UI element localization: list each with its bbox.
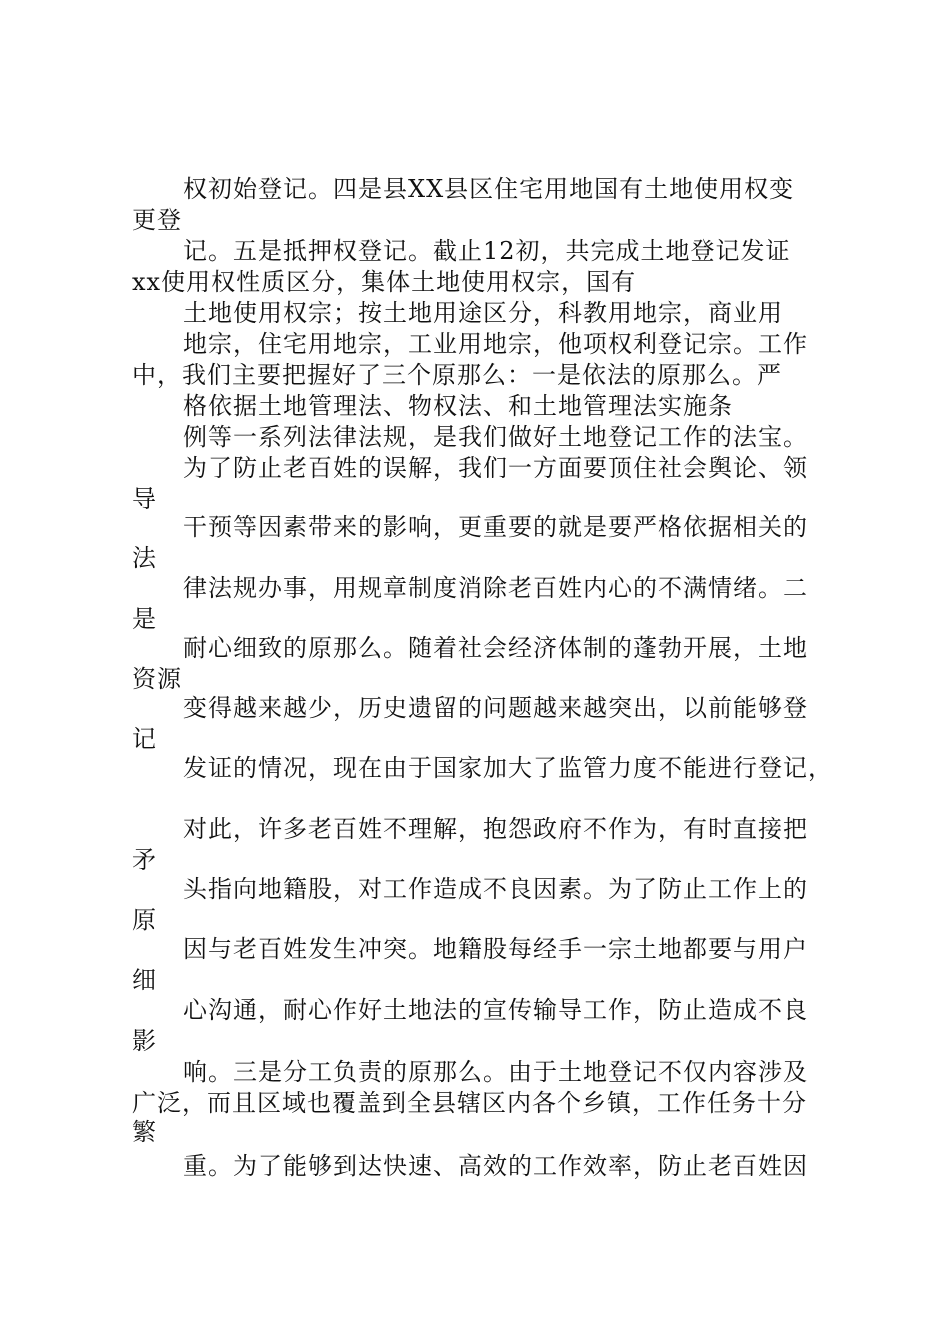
text-line: 耐心细致的原那么。随着社会经济体制的蓬勃开展，土地 [183,634,808,662]
text-line: 例等一系列法律法规，是我们做好土地登记工作的法宝。 [183,423,808,451]
text-line: 中，我们主要把握好了三个原那么：一是依法的原那么。严 [132,361,782,389]
text-line: 记。五是抵押权登记。截止12初，共完成土地登记发证 [183,237,791,265]
text-line: 法 [132,544,157,572]
text-line: 干预等因素带来的影响，更重要的就是要严格依据相关的 [183,513,808,541]
text-line: 繁 [132,1118,157,1146]
text-line: 因与老百姓发生冲突。地籍股每经手一宗土地都要与用户 [183,935,808,963]
text-line: 发证的情况，现在由于国家加大了监管力度不能进行登记， [183,754,833,782]
text-line: 导 [132,485,157,513]
text-line: 为了防止老百姓的误解，我们一方面要顶住社会舆论、领 [183,454,808,482]
text-line: 土地使用权宗；按土地用途区分，科教用地宗，商业用 [183,299,783,327]
text-line: xx使用权性质区分，集体土地使用权宗，国有 [132,268,637,296]
text-line: 重。为了能够到达快速、高效的工作效率，防止老百姓因 [183,1152,808,1180]
text-line: 影 [132,1027,157,1055]
text-line: 响。三是分工负责的原那么。由于土地登记不仅内容涉及 [183,1058,808,1086]
text-line: 地宗，住宅用地宗，工业用地宗，他项权利登记宗。工作 [183,330,808,358]
text-line: 头指向地籍股，对工作造成不良因素。为了防止工作上的 [183,875,808,903]
text-line: 细 [132,966,157,994]
text-line: 原 [132,906,157,934]
text-line: 权初始登记。四是县XX县区住宅用地国有土地使用权变 [183,175,795,203]
text-line: 记 [132,725,157,753]
text-line: 格依据土地管理法、物权法、和土地管理法实施条 [183,392,733,420]
text-line: 矛 [132,846,157,874]
text-line: 心沟通，耐心作好土地法的宣传输导工作，防止造成不良 [183,996,808,1024]
text-line: 资源 [132,665,182,693]
text-line: 是 [132,605,157,633]
text-line: 变得越来越少，历史遗留的问题越来越突出，以前能够登 [183,694,808,722]
text-line: 广泛，而且区域也覆盖到全县辖区内各个乡镇，工作任务十分 [132,1089,807,1117]
text-line: 更登 [132,206,182,234]
text-line: 对此，许多老百姓不理解，抱怨政府不作为，有时直接把 [183,815,808,843]
text-line: 律法规办事，用规章制度消除老百姓内心的不满情绪。二 [183,574,808,602]
